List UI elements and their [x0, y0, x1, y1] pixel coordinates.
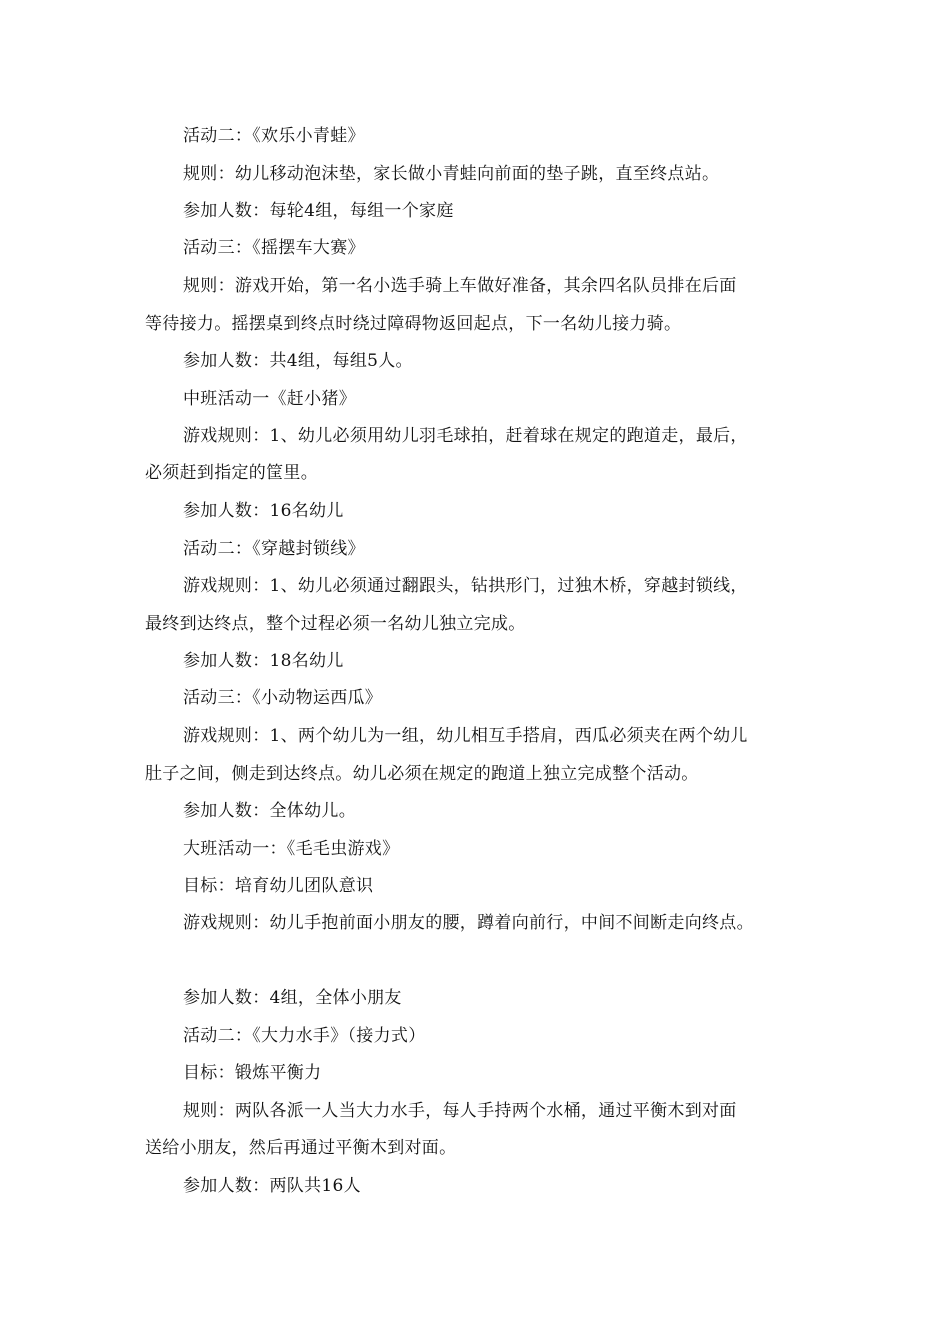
activity-heading: 活动三：《摇摆车大赛》: [183, 238, 365, 258]
section-heading: 大班活动一：《毛毛虫游戏》: [183, 839, 400, 859]
rule-text: 规则：幼儿移动泡沫垫，家长做小青蛙向前面的垫子跳，直至终点站。: [183, 164, 720, 184]
rule-text-continued: 最终到达终点，整个过程必须一名幼儿独立完成。: [145, 614, 526, 634]
activity-heading: 活动二：《大力水手》（接力式）: [183, 1026, 426, 1046]
rule-text-continued: 等待接力。摇摆桌到终点时绕过障碍物返回起点，下一名幼儿接力骑。: [145, 314, 682, 334]
participants-text: 参加人数：全体幼儿。: [183, 801, 356, 821]
participants-text: 参加人数：16名幼儿: [183, 501, 344, 521]
rule-text: 游戏规则：幼儿手抱前面小朋友的腰，蹲着向前行，中间不间断走向终点。: [183, 913, 754, 933]
activity-heading: 活动三：《小动物运西瓜》: [183, 688, 383, 708]
rule-text: 游戏规则：1、幼儿必须用幼儿羽毛球拍，赶着球在规定的跑道走，最后，: [183, 426, 748, 446]
rule-text: 游戏规则：1、幼儿必须通过翻跟头，钻拱形门，过独木桥，穿越封锁线，: [183, 576, 748, 596]
section-heading: 中班活动一《赶小猪》: [183, 389, 356, 409]
participants-text: 参加人数：4组，全体小朋友: [183, 988, 402, 1008]
participants-text: 参加人数：共4组，每组5人。: [183, 351, 413, 371]
rule-text: 游戏规则：1、两个幼儿为一组，幼儿相互手搭肩，西瓜必须夹在两个幼儿: [183, 726, 748, 746]
goal-text: 目标：培育幼儿团队意识: [183, 876, 374, 896]
rule-text: 规则：游戏开始，第一名小选手骑上车做好准备，其余四名队员排在后面: [183, 276, 737, 296]
rule-text-continued: 必须赶到指定的筐里。: [145, 463, 318, 483]
participants-text: 参加人数：两队共16人: [183, 1176, 361, 1196]
rule-text-continued: 送给小朋友，然后再通过平衡木到对面。: [145, 1138, 457, 1158]
participants-text: 参加人数：18名幼儿: [183, 651, 344, 671]
goal-text: 目标：锻炼平衡力: [183, 1063, 322, 1083]
rule-text-continued: 肚子之间，侧走到达终点。幼儿必须在规定的跑道上独立完成整个活动。: [145, 764, 699, 784]
rule-text: 规则：两队各派一人当大力水手，每人手持两个水桶，通过平衡木到对面: [183, 1101, 737, 1121]
participants-text: 参加人数：每轮4组，每组一个家庭: [183, 201, 454, 221]
activity-heading: 活动二：《穿越封锁线》: [183, 539, 365, 559]
activity-heading: 活动二：《欢乐小青蛙》: [183, 126, 365, 146]
